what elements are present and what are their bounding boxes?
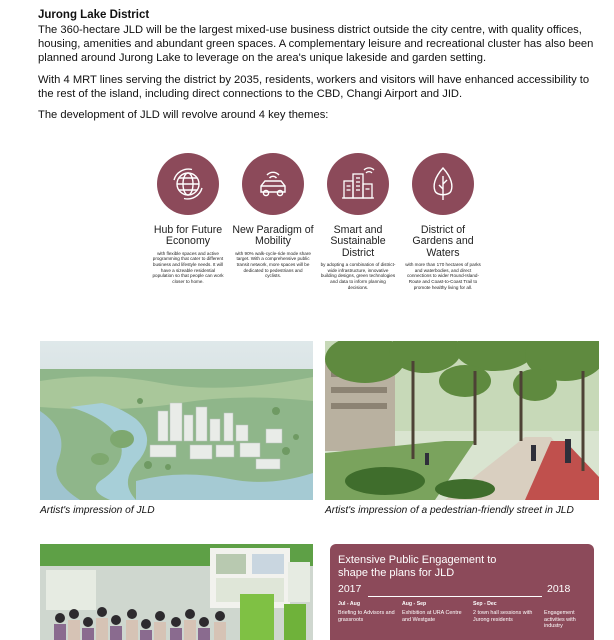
theme-title: New Paradigm of Mobility [232, 224, 314, 248]
year-label: 2017 [338, 583, 362, 595]
theme-description: with flexible spaces and active programming that cater to different business and lifestyle needs. It will have a sizeable residential population so that people can work closer to home. [152, 250, 224, 284]
buildings-icon [327, 153, 389, 215]
jld-aerial-image [40, 341, 313, 500]
car-icon [242, 153, 304, 215]
theme-gardens-waters [401, 153, 485, 290]
timeline-line [368, 596, 542, 597]
image-caption: Artist's impression of JLD [40, 505, 155, 516]
globe-icon [157, 153, 219, 215]
theme-smart-sustainable [316, 153, 400, 290]
theme-description: by adopting a combination of district-wide infrastructure, innovative building designs, green technologies and data to inform planning decisions. [320, 262, 396, 290]
theme-title: Hub for Future Economy [153, 224, 223, 248]
public-engagement-panel [330, 544, 594, 640]
milestone-period: Jul - Aug [338, 601, 360, 607]
exhibition-photo [40, 544, 313, 640]
image-caption: Artist's impression of a pedestrian-friendly street in JLD [325, 505, 574, 516]
theme-hub-future-economy [146, 153, 230, 284]
pedestrian-street-image [325, 341, 599, 500]
mrt-paragraph: With 4 MRT lines serving the district by 2035, residents, workers and visitors will have enhanced accessibility to the rest of the island, including direct connections to the CBD, Changi Airport and JID. [38, 74, 590, 101]
theme-description: with 90% walk-cycle-ride mode share target. With a comprehensive public transit network, more spaces will be dedicated to pedestrians and cyclists. [235, 250, 311, 279]
engagement-title: Extensive Public Engagement to shape the plans for JLD [338, 554, 497, 579]
milestone-period: Aug - Sep [402, 601, 427, 607]
theme-new-paradigm-mobility [231, 153, 315, 279]
year-label: 2018 [547, 583, 571, 595]
milestone-period: Sep - Dec [473, 601, 497, 607]
milestone-description: Exhibition at URA Centre and Westgate [402, 610, 462, 623]
theme-title: District of Gardens and Waters [412, 224, 474, 259]
article-heading: Jurong Lake District [38, 9, 150, 21]
milestone-description: Briefing to Advisors and grassroots [338, 610, 395, 623]
theme-description: with more than 170 hectares of parks and waterbodies, and direct connections to wider Round-Island-Route and Coast-to-Coast Trail to promote healthy living for all. [405, 262, 481, 290]
theme-title: Smart and Sustainable District [330, 224, 386, 259]
leaf-icon [412, 153, 474, 215]
intro-paragraph: The 360-hectare JLD will be the largest mixed-use business district outside the city centre, with quality offices, housing, amenities and abundant green spaces. A complementary leisure and recreational cluster has also been planned around Jurong Lake to leverage on the area's unique lakeside and garden setting. [38, 24, 594, 65]
milestone-description: Engagement activities with industry [544, 610, 576, 630]
milestone-description: 2 town hall sessions with Jurong residents [473, 610, 533, 623]
themes-intro-paragraph: The development of JLD will revolve around 4 key themes: [38, 109, 329, 121]
